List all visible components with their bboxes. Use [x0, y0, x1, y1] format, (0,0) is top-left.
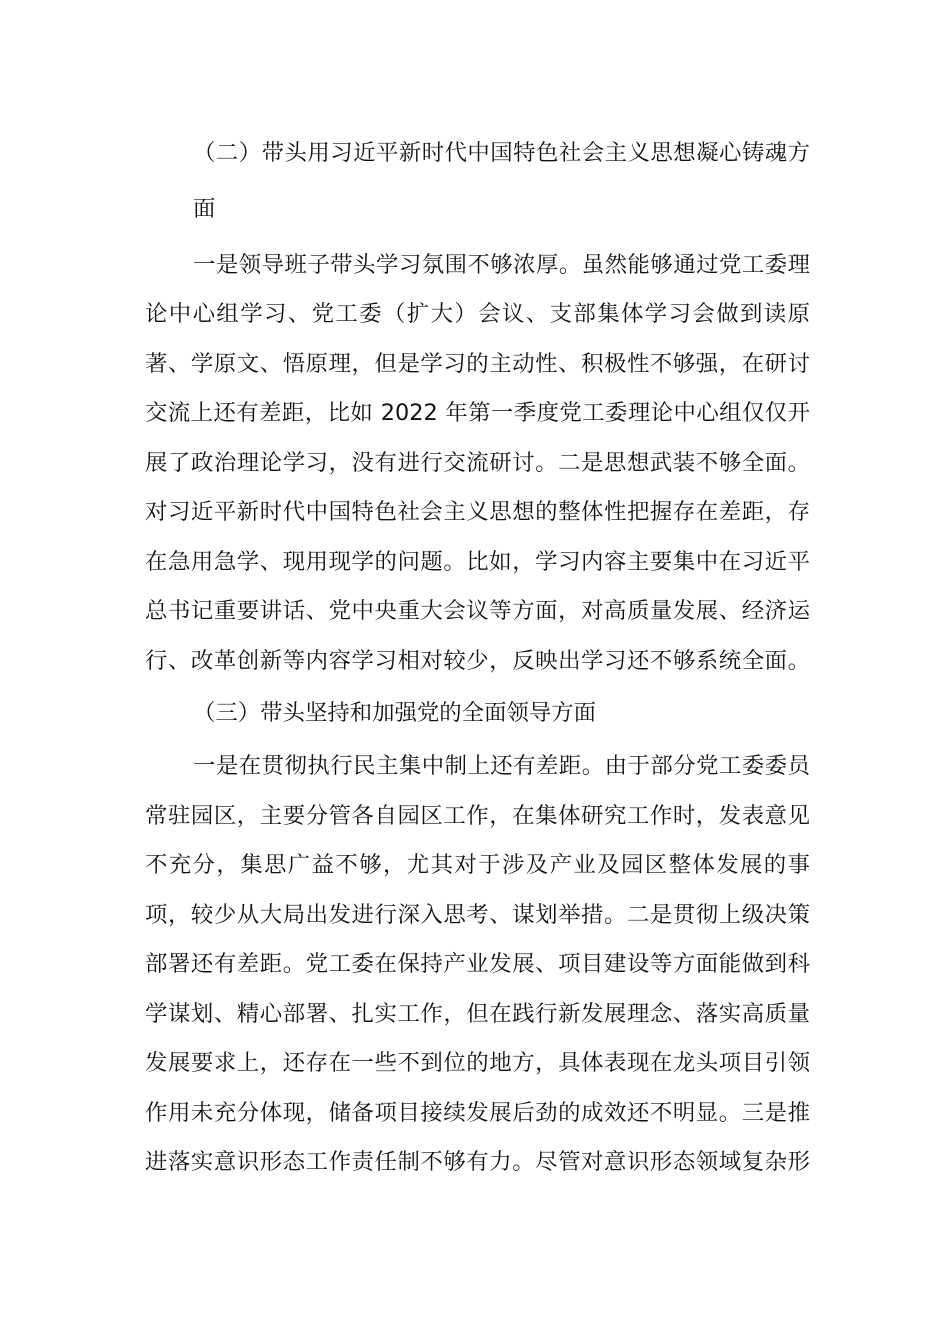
- paragraph-1-line: 在急用急学、现用现学的问题。比如，学习内容主要集中在习近平: [145, 549, 810, 575]
- paragraph-1-line: 总书记重要讲话、党中央重大会议等方面，对高质量发展、经济运: [145, 598, 810, 624]
- paragraph-2-line: 作用未充分体现，储备项目接续发展后劲的成效还不明显。三是推: [145, 1100, 810, 1126]
- paragraph-1-line: 一是领导班子带头学习氛围不够浓厚。虽然能够通过党工委理: [193, 252, 810, 278]
- paragraph-2-line: 部署还有差距。党工委在保持产业发展、项目建设等方面能做到科: [145, 951, 810, 977]
- paragraph-1-line: 著、学原文、悟原理，但是学习的主动性、积极性不够强，在研讨: [145, 351, 810, 377]
- paragraph-1-line: 交流上还有差距，比如 2022 年第一季度党工委理论中心组仅仅开: [145, 400, 810, 426]
- paragraph-2-line: 常驻园区，主要分管各自园区工作，在集体研究工作时，发表意见: [145, 803, 810, 829]
- section-heading-3: （三）带头坚持和加强党的全面领导方面: [193, 700, 597, 726]
- paragraph-2-line: 不充分，集思广益不够，尤其对于涉及产业及园区整体发展的事: [145, 852, 810, 878]
- section-heading-2-line-1: （二）带头用习近平新时代中国特色社会主义思想凝心铸魂方: [193, 140, 810, 166]
- paragraph-2-line: 项，较少从大局出发进行深入思考、谋划举措。二是贯彻上级决策: [145, 902, 810, 928]
- section-heading-2-line-2: 面: [193, 196, 216, 222]
- paragraph-2-line: 发展要求上，还存在一些不到位的地方，具体表现在龙头项目引领: [145, 1050, 810, 1076]
- paragraph-1-line: 展了政治理论学习，没有进行交流研讨。二是思想武装不够全面。: [145, 450, 810, 476]
- paragraph-1-line: 对习近平新时代中国特色社会主义思想的整体性把握存在差距，存: [145, 499, 810, 525]
- paragraph-1-line: 行、改革创新等内容学习相对较少，反映出学习还不够系统全面。: [145, 648, 810, 674]
- paragraph-1-line: 论中心组学习、党工委（扩大）会议、支部集体学习会做到读原: [145, 301, 810, 327]
- paragraph-2-line: 学谋划、精心部署、扎实工作，但在践行新发展理念、落实高质量: [145, 1001, 810, 1027]
- paragraph-2-line: 一是在贯彻执行民主集中制上还有差距。由于部分党工委委员: [193, 753, 810, 779]
- paragraph-2-line: 进落实意识形态工作责任制不够有力。尽管对意识形态领域复杂形: [145, 1149, 810, 1175]
